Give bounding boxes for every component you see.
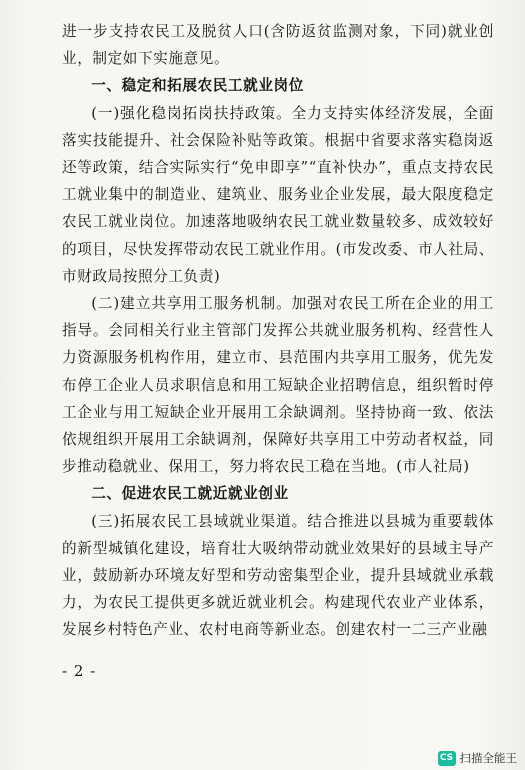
- paragraph-3: (三)拓展农民工县域就业渠道。结合推进以县城为重要载体的新型城镇化建设，培育壮大吸纳带动就业效果好的县域主导产业，鼓励新办环境友好型和劳动密集型企业，提升县域就业承载力，为农民工提供更多就近就业机会。构建现代农业产业体系，发展乡村特色产业、农村电商等新业态。创建农村一二三产业融: [62, 512, 494, 639]
- paragraph-2: (二)建立共享用工服务机制。加强对农民工所在企业的用工指导。会同相关行业主管部门发挥公共就业服务机构、经营性人力资源服务机构作用，建立市、县范围内共享用工服务，优先发布停工企业人员求职信息和用工短缺企业招聘信息，组织暂时停工企业与用工短缺企业开展用工余缺调剂。坚持协商一致、依法依规组织开展用工余缺调剂，保障好共享用工中劳动者权益，同步推动稳就业、保用工，努力将农民工稳在当地。(市人社局): [62, 295, 494, 476]
- page-number: - 2 -: [62, 662, 97, 680]
- section-heading-1: 一、稳定和拓展农民工就业岗位: [91, 77, 304, 95]
- paragraph-1: (一)强化稳岗拓岗扶持政策。全力支持实体经济发展，全面落实技能提升、社会保险补贴等政策。根据中省要求落实稳岗返还等政策，结合实际实行“免申即享”“直补快办”，重点支持农民工就业集中的制造业、建筑业、服务业企业发展，最大限度稳定农民工就业岗位。加速落地吸纳农民工就业数量较多、成效较好的项目，尽快发挥带动农民工就业作用。(市发改委、市人社局、市财政局按照分工负责): [62, 104, 494, 285]
- watermark-label: 扫描全能王: [459, 751, 517, 765]
- section-heading-2: 二、促进农民工就近就业创业: [91, 485, 289, 503]
- scanner-watermark: [438, 750, 518, 766]
- camscanner-logo-icon: CS: [438, 751, 456, 766]
- intro-paragraph: 进一步支持农民工及脱贫人口(含防返贫监测对象，下同)就业创业，制定如下实施意见。: [62, 23, 494, 68]
- document-body: [62, 18, 494, 644]
